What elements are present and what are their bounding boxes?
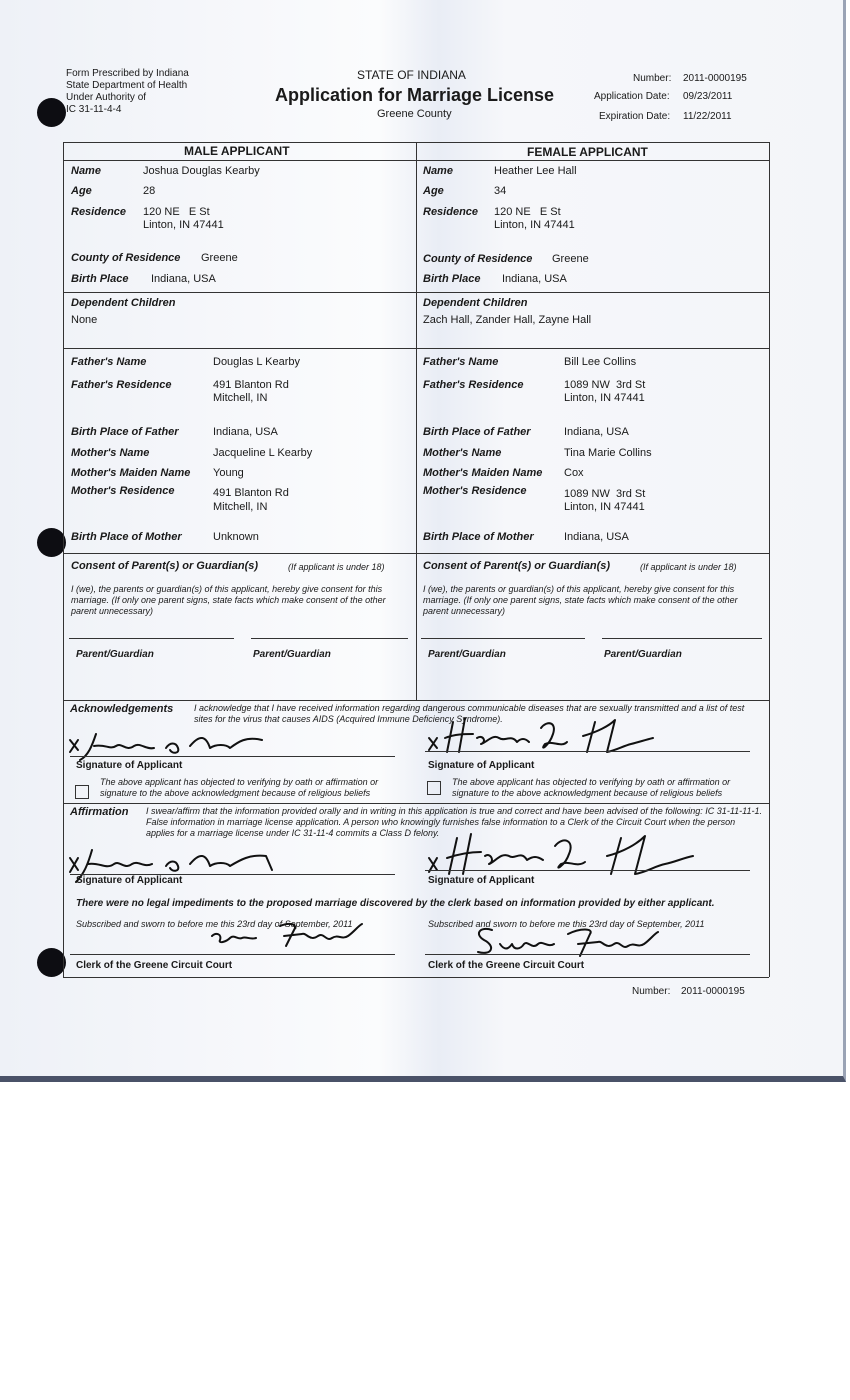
acknowledgements-title: Acknowledgements: [70, 703, 174, 715]
label-fathers-residence: Father's Residence: [423, 379, 524, 391]
male-mother-residence-line1: 491 Blanton Rd: [213, 487, 289, 499]
signature-of-applicant-label: Signature of Applicant: [428, 875, 535, 886]
expiration-date: 11/22/2011: [683, 111, 732, 122]
male-father-residence-line1: 491 Blanton Rd: [213, 379, 289, 391]
female-name: Heather Lee Hall: [494, 165, 577, 177]
signature-line: [602, 638, 762, 639]
female-birth-place-mother: Indiana, USA: [564, 531, 629, 543]
male-county: Greene: [201, 252, 238, 264]
female-objection-checkbox[interactable]: [427, 781, 441, 795]
signature-of-applicant-label: Signature of Applicant: [76, 875, 183, 886]
label-mothers-maiden-name: Mother's Maiden Name: [71, 467, 191, 479]
male-age: 28: [143, 185, 156, 197]
label-dependent-children: Dependent Children: [71, 297, 176, 309]
female-mother-residence-line2: Linton, IN 47441: [564, 501, 645, 513]
female-dependents: Zach Hall, Zander Hall, Zayne Hall: [423, 314, 592, 326]
consent-note: (If applicant is under 18): [288, 562, 385, 572]
acknowledgements-text: I acknowledge that I have received information regarding dangerous communicable diseases that are sexually transmitted and a list of test sites for the virus that causes AIDS (Acquired Immune Deficiency Syndrome).: [194, 703, 745, 724]
female-residence-line2: Linton, IN 47441: [494, 219, 575, 231]
application-date-label: Application Date:: [594, 91, 670, 102]
male-residence-line2: Linton, IN 47441: [143, 219, 224, 231]
female-affirmation-signature: [425, 828, 695, 880]
label-fathers-name: Father's Name: [423, 356, 499, 368]
label-birth-place-of-father: Birth Place of Father: [423, 426, 531, 438]
prescribed-line: Form Prescribed by Indiana: [66, 68, 189, 79]
clerk-label: Clerk of the Greene Circuit Court: [76, 960, 233, 971]
female-age: 34: [494, 185, 507, 197]
label-age: Age: [423, 185, 444, 197]
label-mothers-residence: Mother's Residence: [423, 485, 527, 497]
prescribed-line: State Department of Health: [66, 80, 188, 91]
label-residence: Residence: [71, 206, 127, 218]
label-mothers-maiden-name: Mother's Maiden Name: [423, 467, 543, 479]
license-number: 2011-0000195: [683, 73, 747, 84]
objection-text: The above applicant has objected to verifying by oath or affirmation or signature to the above acknowledgment because of religious beliefs: [452, 777, 731, 798]
male-mother-residence-line2: Mitchell, IN: [213, 501, 268, 513]
label-mothers-residence: Mother's Residence: [71, 485, 175, 497]
signature-line: [69, 638, 234, 639]
female-applicant-header: FEMALE APPLICANT: [527, 145, 648, 159]
subscribed-statement: Subscribed and sworn to before me this 23rd day of September, 2011: [428, 919, 705, 929]
female-mother-maiden: Cox: [564, 467, 584, 479]
punch-hole: [37, 98, 66, 127]
clerk-label: Clerk of the Greene Circuit Court: [428, 960, 585, 971]
female-father-residence-line1: 1089 NW 3rd St: [564, 379, 646, 391]
affirmation-text: I swear/affirm that the information provided orally and in writing in this application is true and correct and have been advised of the following: IC 31-11-11-1. False information in marriage license application. A person who knowingly furnishes false information to a Clerk of the Circuit Court when the person applies for a marriage license under IC 31-11-4 commits a Class D felony.: [146, 806, 762, 838]
female-clerk-signature: [470, 922, 660, 962]
number-label: Number:: [633, 73, 672, 84]
signature-line: [251, 638, 408, 639]
label-dependent-children: Dependent Children: [423, 297, 528, 309]
male-mother-name: Jacqueline L Kearby: [213, 447, 313, 459]
parent-guardian-label: Parent/Guardian: [604, 649, 682, 660]
consent-title: Consent of Parent(s) or Guardian(s): [71, 560, 259, 572]
signature-line: [425, 870, 750, 871]
page-title: Application for Marriage License: [275, 85, 555, 105]
male-mother-maiden: Young: [213, 467, 244, 479]
objection-text: The above applicant has objected to verifying by oath or affirmation or signature to the above acknowledgment because of religious beliefs: [100, 777, 379, 798]
female-residence-line1: 120 NE E St: [494, 206, 561, 218]
application-date: 09/23/2011: [683, 91, 733, 102]
male-clerk-signature: [206, 918, 366, 952]
consent-title: Consent of Parent(s) or Guardian(s): [423, 560, 611, 572]
label-mothers-name: Mother's Name: [423, 447, 502, 459]
label-name: Name: [71, 165, 101, 177]
female-mother-residence-line1: 1089 NW 3rd St: [564, 488, 646, 500]
female-birth-place-father: Indiana, USA: [564, 426, 629, 438]
signature-line: [421, 638, 585, 639]
signature-line: [70, 954, 395, 955]
label-residence: Residence: [423, 206, 479, 218]
label-name: Name: [423, 165, 453, 177]
label-birth-place-of-mother: Birth Place of Mother: [423, 531, 534, 543]
footer-license-number: 2011-0000195: [681, 986, 745, 997]
label-birth-place: Birth Place: [423, 273, 481, 285]
consent-note: (If applicant is under 18): [640, 562, 737, 572]
signature-line: [425, 751, 750, 752]
male-birth-place-mother: Unknown: [213, 531, 259, 543]
prescribed-line: Under Authority of: [66, 92, 147, 103]
parent-guardian-label: Parent/Guardian: [76, 649, 154, 660]
label-mothers-name: Mother's Name: [71, 447, 150, 459]
label-fathers-name: Father's Name: [71, 356, 147, 368]
label-county-of-residence: County of Residence: [423, 253, 533, 265]
signature-of-applicant-label: Signature of Applicant: [76, 760, 183, 771]
county-heading: Greene County: [377, 108, 452, 120]
male-birth-place-father: Indiana, USA: [213, 426, 278, 438]
label-birth-place-of-father: Birth Place of Father: [71, 426, 179, 438]
female-acknowledgement-signature: [425, 712, 655, 760]
expiration-date-label: Expiration Date:: [599, 111, 671, 122]
consent-text: I (we), the parents or guardian(s) of this applicant, hereby give consent for this marriage. (If only one parent signs, state facts which make consent of the other parent unnecessary): [71, 584, 386, 616]
signature-line: [425, 954, 750, 955]
male-dependents: None: [71, 314, 98, 326]
subscribed-statement: Subscribed and sworn to before me this 23rd day of September, 2011: [76, 919, 353, 929]
male-birth-place: Indiana, USA: [151, 273, 216, 285]
male-father-name: Douglas L Kearby: [213, 356, 301, 368]
female-mother-name: Tina Marie Collins: [564, 447, 652, 459]
male-name: Joshua Douglas Kearby: [143, 165, 260, 177]
parent-guardian-label: Parent/Guardian: [253, 649, 331, 660]
label-fathers-residence: Father's Residence: [71, 379, 172, 391]
female-father-residence-line2: Linton, IN 47441: [564, 392, 645, 404]
signature-of-applicant-label: Signature of Applicant: [428, 760, 535, 771]
male-residence-line1: 120 NE E St: [143, 206, 210, 218]
label-birth-place-of-mother: Birth Place of Mother: [71, 531, 182, 543]
male-objection-checkbox[interactable]: [75, 785, 89, 799]
male-applicant-header: MALE APPLICANT: [184, 144, 290, 158]
punch-hole: [37, 948, 66, 977]
no-impediments-statement: There were no legal impediments to the proposed marriage discovered by the clerk based on information provided by either applicant.: [76, 898, 715, 909]
parent-guardian-label: Parent/Guardian: [428, 649, 506, 660]
prescribed-line: IC 31-11-4-4: [66, 104, 122, 115]
female-father-name: Bill Lee Collins: [564, 356, 637, 368]
footer-number-label: Number:: [632, 986, 671, 997]
state-heading: STATE OF INDIANA: [357, 68, 466, 82]
female-county: Greene: [552, 253, 589, 265]
signature-line: [70, 756, 395, 757]
label-birth-place: Birth Place: [71, 273, 129, 285]
male-father-residence-line2: Mitchell, IN: [213, 392, 268, 404]
punch-hole: [37, 528, 66, 557]
affirmation-title: Affirmation: [70, 806, 129, 818]
female-birth-place: Indiana, USA: [502, 273, 567, 285]
label-age: Age: [71, 185, 92, 197]
consent-text: I (we), the parents or guardian(s) of this applicant, hereby give consent for this marriage. (If only one parent signs, state facts which make consent of the other parent unnecessary): [423, 584, 738, 616]
label-county-of-residence: County of Residence: [71, 252, 181, 264]
